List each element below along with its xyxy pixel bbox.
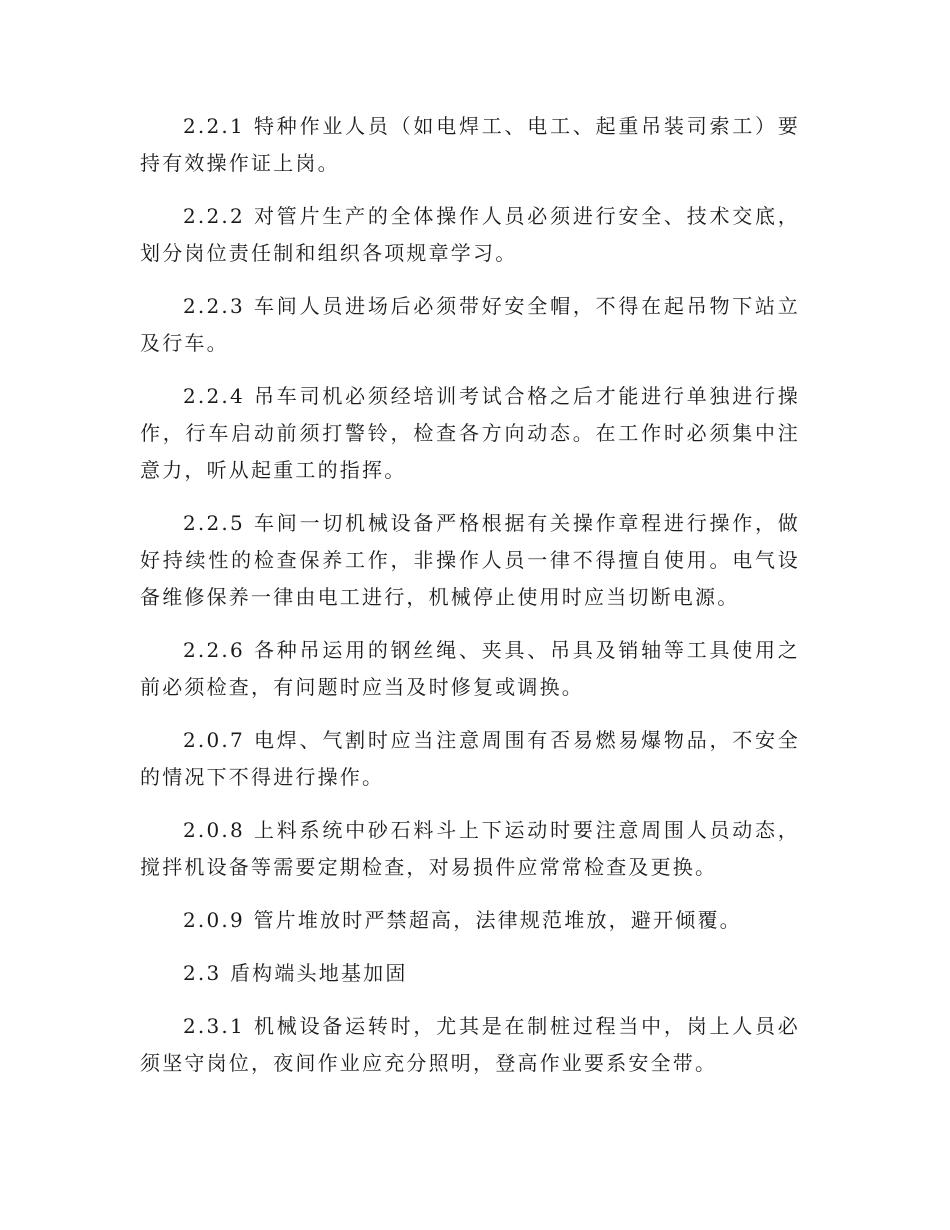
paragraph-2-2-3: 2.2.3 车间人员进场后必须带好安全帽，不得在起吊物下站立及行车。	[140, 294, 800, 355]
paragraph-2-2-2: 2.2.2 对管片生产的全体操作人员必须进行安全、技术交底，划分岗位责任制和组织各项规章学习。	[140, 204, 800, 265]
paragraph-2-2-1: 2.2.1 特种作业人员（如电焊工、电工、起重吊装司索工）要持有效操作证上岗。	[140, 114, 800, 175]
paragraph-2-0-8: 2.0.8 上料系统中砂石料斗上下运动时要注意周围人员动态，搅拌机设备等需要定期检查，对易损件应常常检查及更换。	[140, 818, 800, 879]
paragraph-2-2-4: 2.2.4 吊车司机必须经培训考试合格之后才能进行单独进行操作，行车启动前须打警铃，检查各方向动态。在工作时必须集中注意力，听从起重工的指挥。	[140, 384, 800, 482]
paragraph-2-2-5: 2.2.5 车间一切机械设备严格根据有关操作章程进行操作，做好持续性的检查保养工作，非操作人员一律不得擅自使用。电气设备维修保养一律由电工进行，机械停止使用时应当切断电源。	[140, 511, 800, 609]
paragraph-2-0-9: 2.0.9 管片堆放时严禁超高，法律规范堆放，避开倾覆。	[183, 908, 742, 932]
paragraph-2-0-7: 2.0.7 电焊、气割时应当注意周围有否易燃易爆物品，不安全的情况下不得进行操作。	[140, 728, 800, 789]
document-body	[140, 108, 800, 1098]
paragraph-2-3-1: 2.3.1 机械设备运转时，尤其是在制桩过程当中，岗上人员必须坚守岗位，夜间作业应充分照明，登高作业要系安全带。	[140, 1014, 800, 1075]
paragraph-2-2-6: 2.2.6 各种吊运用的钢丝绳、夹具、吊具及销轴等工具使用之前必须检查，有问题时应当及时修复或调换。	[140, 638, 800, 699]
section-heading-2-3: 2.3 盾构端头地基加固	[183, 961, 408, 985]
